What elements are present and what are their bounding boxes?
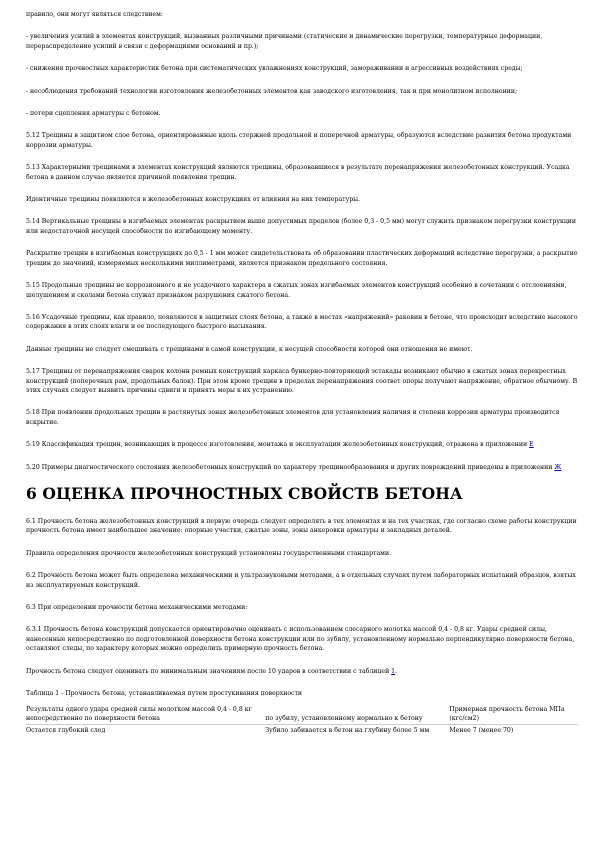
paragraph: - снижения прочностных характеристик бетона при систематических увлажнениях конструкций, замораживании и агрессивных воздействиях среды;	[26, 65, 523, 73]
table-cell: Менее 7 (менее 70)	[449, 724, 578, 735]
section-5-paragraphs	[26, 10, 578, 427]
header-col1-line2: непосредственно по поверхности бетона	[26, 715, 160, 723]
document-page	[26, 10, 578, 735]
table-caption: Таблица 1 - Прочность бетона, устанавливаемая путем простукивания поверхности	[26, 690, 303, 698]
paragraph: 5.18 При появлении продольных трещин в растянутых зонах железобетонных элементов для установления наличия и степени коррозии арматуры производится вскрытие.	[26, 409, 560, 426]
header-cell-1	[26, 706, 265, 724]
paragraph: - потери сцепления арматуры с бетоном.	[26, 110, 161, 118]
section-6-paragraphs	[26, 517, 578, 654]
paragraph: Данные трещины не следует смешивать с трещинами в самой конструкции, к несущей способности которой они отношения не имеют.	[26, 345, 473, 353]
header-col1-line1: Результаты одного удара средней силы молотком массой 0,4 - 0,8 кг	[26, 706, 252, 714]
strength-table	[26, 706, 578, 735]
paragraph-table-reference: Прочность бетона следует оценивать по минимальным значениям после 10 ударов в соответствии с таблицей 1.	[26, 667, 398, 675]
paragraph: - увеличения усилий в элементах конструкций, вызванных различными причинами (статические и динамические перегрузки, температурные деформации, перераспределение усилий в связи с деформациями оснований и пр.);	[26, 33, 543, 50]
paragraph: 6.2 Прочность бетона может быть определена механическими и ультразвуковыми методами, а в отдельных случаях путем лабораторных испытаний образцов, взятых из эксплуатируемых конструкций.	[26, 572, 576, 589]
paragraph: 6.1 Прочность бетона железобетонных конструкций в первую очередь следует определять в тех элементах и на тех участках, где согласно схеме работы конструкции прочность бетона имеет наибольшее значение: опорные участки, сжатые зоны, зоны анкеровки арматуры и закладных деталей.	[26, 517, 577, 535]
paragraph: 5.13 Характерными трещинами в элементах конструкций являются трещины, образовавшиеся в результате перенапряжения железобетонных конструкций. Усадка бетона в данном случае является причиной появления трещин.	[26, 164, 570, 181]
table-header-row	[26, 706, 578, 724]
header-col2: по зубилу, установленному нормально к бетону	[265, 715, 423, 723]
appendix-e-link[interactable]: Е	[529, 441, 534, 449]
header-cell-3: Примерная прочность бетона МПа (кгс/см2)	[449, 706, 565, 723]
paragraph-5-19: 5.19 Классификация трещин, возникающих в процессе изготовления, монтажа и эксплуатации железобетонных конструкций, отражена в приложении Е	[26, 441, 534, 449]
table-row	[26, 724, 578, 735]
header-cell-2	[265, 706, 449, 724]
paragraph: 5.16 Усадочные трещины, как правило, появляются в защитных слоях бетона, а также в местах «напряжений» раковин в бетоне, что происходит вследствие высокого содержания в этих слоях влаги и ее последующего быстрого высыхания.	[26, 313, 578, 331]
table-1-link[interactable]: 1	[391, 667, 396, 675]
paragraph: правило, они могут являться следствием:	[26, 11, 163, 18]
paragraph: Раскрытие трещин в изгибаемых конструкциях до 0,5 - 1 мм может свидетельствовать об образовании пластических деформаций вследствие перегрузки, а раскрытие трещин до значений, измеряемых несколькими миллиметрами, является признаком предельного состояния.	[26, 250, 578, 267]
paragraph: Идентичные трещины появляются в железобетонных конструкциях от влияния на них температуры.	[26, 196, 361, 204]
paragraph: 5.14 Вертикальные трещины в изгибаемых элементах раскрытием выше допустимых пределов (более 0,3 - 0,5 мм) могут служить признаком перегрузки конструкции или недостаточной несущей способности по изгибающему моменту.	[26, 218, 577, 235]
paragraph: 5.17 Трещины от перенапряжения сварок колонн ремных конструкций каркаса бункерно-повторяющей эстакады возникают обычно в сжатых зонах перекрестных конструкций (поперечных рам, продольных балок). При этом кроме трещин в пределах перенапряжения соответ опоры получают напряжение, обратное обычному. В этих случаях следует выявить причины сдвиги и принять меры к их устранению.	[26, 368, 578, 394]
paragraph-5-20: 5.20 Примеры диагностического состояния железобетонных конструкций по характеру трещинообразования и других повреждений приведены в приложении Ж	[26, 463, 562, 471]
paragraph: 5.15 Продольные трещины не коррозионного и не усадочного характера в сжатых зонах изгибаемых элементов конструкций особенно в сочетании с отслоениями, шелушением и сколами бетона служат признаком разрушения сжатого бетона.	[26, 282, 567, 299]
paragraph: 6.3.1 Прочность бетона конструкций допускается ориентировочно оценивать с использованием слесарного молотка массой 0,4 - 0,8 кг. Удары средней силы, нанесенные непосредственно по подготовленной поверхности бетона конструкции или по зубилу, установленному нормально перпендикулярно поверхности бетона, оставляют следы, по характеру которых можно определить примерную прочность бетона.	[26, 626, 575, 653]
table-cell: Остается глубокий след	[26, 724, 265, 735]
paragraph: - несоблюдения требований технологии изготовления железобетонных элементов как заводского изготовления, так и при монолитном исполнении;	[26, 87, 518, 95]
paragraph: 6.3 При определении прочности бетона механическими методами:	[26, 604, 248, 611]
section-heading: 6 ОЦЕНКА ПРОЧНОСТНЫХ СВОЙСТВ БЕТОНА	[26, 483, 463, 503]
paragraph: 5.12 Трещины в защитном слое бетона, ориентированные вдоль стержней продольной и поперечной арматуры, образуются вследствие развития бетона продуктами коррозии арматуры.	[26, 132, 572, 149]
table-cell: Зубило забивается в бетон на глубину более 5 мм	[265, 724, 449, 735]
paragraph: Правила определения прочности железобетонных конструкций установлены государственными стандартами.	[26, 549, 392, 557]
appendix-zh-link[interactable]: Ж	[554, 463, 562, 471]
